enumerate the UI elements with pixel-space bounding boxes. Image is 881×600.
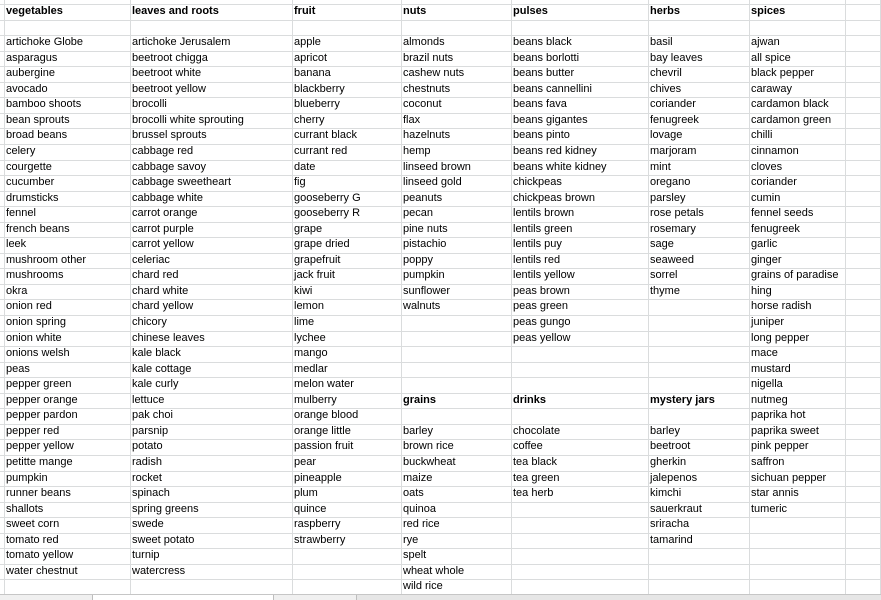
data-cell[interactable]: beans pinto bbox=[513, 129, 570, 142]
data-cell[interactable]: grains of paradise bbox=[751, 269, 839, 282]
data-cell[interactable]: cardamon black bbox=[751, 98, 829, 111]
data-cell[interactable]: seaweed bbox=[650, 253, 695, 266]
data-cell[interactable]: currant black bbox=[294, 129, 357, 142]
data-cell[interactable]: shallots bbox=[6, 502, 44, 515]
data-cell[interactable]: leek bbox=[6, 238, 27, 251]
data-cell[interactable]: beetroot yellow bbox=[132, 82, 206, 95]
data-cell[interactable]: pecan bbox=[403, 207, 433, 220]
sheet-tab-area[interactable] bbox=[92, 595, 274, 600]
data-cell[interactable]: brown rice bbox=[403, 440, 454, 453]
data-cell[interactable]: cumin bbox=[751, 191, 781, 204]
data-cell[interactable]: wheat whole bbox=[403, 564, 465, 577]
data-cell[interactable]: lychee bbox=[294, 331, 326, 344]
data-cell[interactable]: sauerkraut bbox=[650, 502, 702, 515]
data-cell[interactable]: barley bbox=[403, 424, 433, 437]
data-cell[interactable]: onion white bbox=[6, 331, 62, 344]
data-cell[interactable]: fig bbox=[294, 176, 306, 189]
data-cell[interactable]: kale curly bbox=[132, 378, 179, 391]
data-cell[interactable]: jack fruit bbox=[294, 269, 335, 282]
data-cell[interactable]: red rice bbox=[403, 518, 440, 531]
data-cell[interactable]: saffron bbox=[751, 455, 785, 468]
data-cell[interactable]: marjoram bbox=[650, 144, 697, 157]
data-cell[interactable]: parsnip bbox=[132, 424, 169, 437]
data-cell[interactable]: cinnamon bbox=[751, 144, 799, 157]
column-header-cell[interactable]: grains bbox=[403, 393, 437, 406]
data-cell[interactable]: peas green bbox=[513, 300, 569, 313]
data-cell[interactable]: fenugreek bbox=[650, 113, 699, 126]
data-cell[interactable]: artichoke Globe bbox=[6, 36, 84, 49]
data-cell[interactable]: grape dried bbox=[294, 238, 350, 251]
data-cell[interactable]: tea herb bbox=[513, 487, 554, 500]
column-header-cell[interactable]: leaves and roots bbox=[132, 5, 219, 17]
data-cell[interactable]: cabbage sweetheart bbox=[132, 176, 232, 189]
data-cell[interactable]: french beans bbox=[6, 222, 70, 235]
data-cell[interactable]: beans cannellini bbox=[513, 82, 592, 95]
data-cell[interactable]: linseed brown bbox=[403, 160, 471, 173]
data-cell[interactable]: kale black bbox=[132, 347, 181, 360]
data-cell[interactable]: spelt bbox=[403, 549, 427, 562]
data-cell[interactable]: mint bbox=[650, 160, 671, 173]
grid-row-line bbox=[0, 20, 881, 21]
sheet-tab-bar bbox=[0, 594, 881, 600]
data-cell[interactable]: beetroot chigga bbox=[132, 51, 208, 64]
data-cell[interactable]: thyme bbox=[650, 284, 680, 297]
data-cell[interactable]: runner beans bbox=[6, 487, 71, 500]
data-cell[interactable]: juniper bbox=[751, 316, 785, 328]
column-header-cell[interactable]: fruit bbox=[294, 5, 316, 17]
data-cell[interactable]: blackberry bbox=[294, 82, 345, 95]
data-cell[interactable]: hazelnuts bbox=[403, 129, 451, 142]
data-cell[interactable]: brocolli white sprouting bbox=[132, 113, 244, 126]
data-cell[interactable]: garlic bbox=[751, 238, 778, 251]
data-cell[interactable]: kimchi bbox=[650, 487, 682, 500]
data-cell[interactable]: coffee bbox=[513, 440, 543, 453]
data-cell[interactable]: cardamon green bbox=[751, 113, 832, 126]
data-cell[interactable]: blueberry bbox=[294, 98, 340, 111]
data-cell[interactable]: wild rice bbox=[403, 580, 443, 593]
data-cell[interactable]: lentils puy bbox=[513, 238, 562, 251]
data-cell[interactable]: oats bbox=[403, 487, 424, 500]
data-cell[interactable]: celery bbox=[6, 144, 36, 157]
data-cell[interactable]: date bbox=[294, 160, 316, 173]
data-cell[interactable]: lentils brown bbox=[513, 207, 575, 220]
data-cell[interactable]: pepper yellow bbox=[6, 440, 74, 453]
data-cell[interactable]: gooseberry G bbox=[294, 191, 361, 204]
data-cell[interactable]: broad beans bbox=[6, 129, 68, 142]
data-cell[interactable]: gherkin bbox=[650, 455, 687, 468]
data-cell[interactable]: basil bbox=[650, 36, 673, 49]
data-cell[interactable]: tomato yellow bbox=[6, 549, 74, 562]
data-cell[interactable]: sriracha bbox=[650, 518, 690, 531]
data-cell[interactable]: long pepper bbox=[751, 331, 810, 344]
data-cell[interactable]: peas brown bbox=[513, 284, 570, 297]
data-cell[interactable]: black pepper bbox=[751, 67, 814, 80]
data-cell[interactable]: mushrooms bbox=[6, 269, 64, 282]
column-header-cell[interactable]: nuts bbox=[403, 5, 427, 17]
data-cell[interactable]: sichuan pepper bbox=[751, 471, 827, 484]
column-header-cell[interactable]: mystery jars bbox=[650, 393, 715, 406]
data-cell[interactable]: aubergine bbox=[6, 67, 55, 80]
data-cell[interactable]: lentils green bbox=[513, 222, 573, 235]
data-cell[interactable]: melon water bbox=[294, 378, 354, 391]
data-cell[interactable]: peas gungo bbox=[513, 316, 571, 328]
data-cell[interactable]: cucumber bbox=[6, 176, 55, 189]
data-cell[interactable]: pumpkin bbox=[403, 269, 445, 282]
data-cell[interactable]: quinoa bbox=[403, 502, 437, 515]
data-cell[interactable]: pepper pardon bbox=[6, 409, 78, 422]
data-cell[interactable]: brussel sprouts bbox=[132, 129, 207, 142]
data-cell[interactable]: okra bbox=[6, 284, 28, 297]
data-cell[interactable]: chard yellow bbox=[132, 300, 194, 313]
data-cell[interactable]: mushroom other bbox=[6, 253, 87, 266]
data-cell[interactable]: chard white bbox=[132, 284, 189, 297]
data-cell[interactable]: water chestnut bbox=[6, 564, 78, 577]
grid-column-line bbox=[845, 0, 846, 594]
data-cell[interactable]: sage bbox=[650, 238, 674, 251]
data-cell[interactable]: beetroot white bbox=[132, 67, 202, 80]
data-cell[interactable]: swede bbox=[132, 518, 164, 531]
data-cell[interactable]: orange little bbox=[294, 424, 351, 437]
data-cell[interactable]: pepper green bbox=[6, 378, 72, 391]
data-cell[interactable]: peas bbox=[6, 362, 30, 375]
data-cell[interactable]: cabbage savoy bbox=[132, 160, 206, 173]
data-cell[interactable]: cabbage white bbox=[132, 191, 203, 204]
data-cell[interactable]: beans borlotti bbox=[513, 51, 580, 64]
data-cell[interactable]: almonds bbox=[403, 36, 445, 49]
data-cell[interactable]: chicory bbox=[132, 316, 167, 328]
data-cell[interactable]: chocolate bbox=[513, 424, 561, 437]
data-cell[interactable]: maize bbox=[403, 471, 433, 484]
data-cell[interactable]: fennel seeds bbox=[751, 207, 814, 220]
data-cell[interactable]: chard red bbox=[132, 269, 179, 282]
data-cell[interactable]: paprika sweet bbox=[751, 424, 819, 437]
data-cell[interactable]: carrot purple bbox=[132, 222, 194, 235]
data-cell[interactable]: star annis bbox=[751, 487, 799, 500]
data-cell[interactable]: nigella bbox=[751, 378, 783, 391]
data-cell[interactable]: artichoke Jerusalem bbox=[132, 36, 231, 49]
data-cell[interactable]: plum bbox=[294, 487, 318, 500]
data-cell[interactable]: all spice bbox=[751, 51, 791, 64]
column-header-cell[interactable]: drinks bbox=[513, 393, 547, 406]
column-header-cell[interactable]: pulses bbox=[513, 5, 548, 17]
data-cell[interactable]: pear bbox=[294, 455, 317, 468]
data-cell[interactable]: walnuts bbox=[403, 300, 441, 313]
data-cell[interactable]: chickpeas brown bbox=[513, 191, 595, 204]
data-cell[interactable]: potato bbox=[132, 440, 163, 453]
data-cell[interactable]: chinese leaves bbox=[132, 331, 205, 344]
data-cell[interactable]: apricot bbox=[294, 51, 328, 64]
data-cell[interactable]: mace bbox=[751, 347, 778, 360]
data-cell[interactable]: flax bbox=[403, 113, 421, 126]
data-cell[interactable]: chevril bbox=[650, 67, 682, 80]
data-cell[interactable]: brazil nuts bbox=[403, 51, 454, 64]
data-cell[interactable]: pistachio bbox=[403, 238, 447, 251]
data-cell[interactable]: tumeric bbox=[751, 502, 788, 515]
data-cell[interactable]: pak choi bbox=[132, 409, 173, 422]
data-cell[interactable]: beans black bbox=[513, 36, 572, 49]
data-cell[interactable]: linseed gold bbox=[403, 176, 462, 189]
data-cell[interactable]: bay leaves bbox=[650, 51, 703, 64]
data-cell[interactable]: rocket bbox=[132, 471, 162, 484]
data-cell[interactable]: beetroot bbox=[650, 440, 691, 453]
data-cell[interactable]: hing bbox=[751, 284, 772, 297]
data-cell[interactable]: oregano bbox=[650, 176, 691, 189]
data-cell[interactable]: lettuce bbox=[132, 393, 165, 406]
data-cell[interactable]: carrot yellow bbox=[132, 238, 194, 251]
data-cell[interactable]: courgette bbox=[6, 160, 52, 173]
data-cell[interactable]: cloves bbox=[751, 160, 783, 173]
data-cell[interactable]: fenugreek bbox=[751, 222, 800, 235]
data-cell[interactable]: rye bbox=[403, 533, 419, 546]
horizontal-scrollbar[interactable] bbox=[356, 595, 881, 600]
data-cell[interactable]: asparagus bbox=[6, 51, 58, 64]
data-cell[interactable]: pumpkin bbox=[6, 471, 48, 484]
data-cell[interactable]: spring greens bbox=[132, 502, 199, 515]
data-cell[interactable]: grape bbox=[294, 222, 323, 235]
data-cell[interactable]: lime bbox=[294, 316, 315, 328]
data-cell[interactable]: pine nuts bbox=[403, 222, 448, 235]
data-cell[interactable]: lentils yellow bbox=[513, 269, 575, 282]
data-cell[interactable]: lemon bbox=[294, 300, 324, 313]
data-cell[interactable]: strawberry bbox=[294, 533, 346, 546]
data-cell[interactable]: mustard bbox=[751, 362, 791, 375]
data-cell[interactable]: peanuts bbox=[403, 191, 443, 204]
data-cell[interactable]: drumsticks bbox=[6, 191, 59, 204]
data-cell[interactable]: fennel bbox=[6, 207, 36, 220]
data-cell[interactable]: raspberry bbox=[294, 518, 341, 531]
data-cell[interactable]: kiwi bbox=[294, 284, 313, 297]
data-cell[interactable]: parsley bbox=[650, 191, 686, 204]
data-cell[interactable]: sweet potato bbox=[132, 533, 195, 546]
data-cell[interactable]: hemp bbox=[403, 144, 431, 157]
data-cell[interactable]: bamboo shoots bbox=[6, 98, 82, 111]
data-cell[interactable]: caraway bbox=[751, 82, 792, 95]
data-cell[interactable]: beans red kidney bbox=[513, 144, 597, 157]
data-cell[interactable]: grapefruit bbox=[294, 253, 341, 266]
data-cell[interactable]: mulberry bbox=[294, 393, 337, 406]
data-cell[interactable]: pineapple bbox=[294, 471, 342, 484]
data-cell[interactable]: pink pepper bbox=[751, 440, 809, 453]
data-cell[interactable]: kale cottage bbox=[132, 362, 192, 375]
data-cell[interactable]: chives bbox=[650, 82, 682, 95]
data-cell[interactable]: nutmeg bbox=[751, 393, 788, 406]
data-cell[interactable]: beans white kidney bbox=[513, 160, 607, 173]
data-cell[interactable]: tea green bbox=[513, 471, 560, 484]
column-header-cell[interactable]: herbs bbox=[650, 5, 680, 17]
data-cell[interactable]: carrot orange bbox=[132, 207, 198, 220]
data-cell[interactable]: onions welsh bbox=[6, 347, 70, 360]
data-cell[interactable]: orange blood bbox=[294, 409, 359, 422]
data-cell[interactable]: lovage bbox=[650, 129, 683, 142]
data-cell[interactable]: paprika hot bbox=[751, 409, 806, 422]
data-cell[interactable]: apple bbox=[294, 36, 321, 49]
data-cell[interactable]: onion spring bbox=[6, 316, 66, 328]
data-cell[interactable]: coriander bbox=[650, 98, 696, 111]
data-cell[interactable]: spinach bbox=[132, 487, 170, 500]
data-cell[interactable]: turnip bbox=[132, 549, 160, 562]
data-cell[interactable]: gooseberry R bbox=[294, 207, 361, 220]
data-cell[interactable]: tamarind bbox=[650, 533, 693, 546]
data-cell[interactable]: barley bbox=[650, 424, 680, 437]
data-cell[interactable]: brocolli bbox=[132, 98, 167, 111]
data-cell[interactable]: chilli bbox=[751, 129, 773, 142]
data-cell[interactable]: beans fava bbox=[513, 98, 567, 111]
column-header-cell[interactable]: vegetables bbox=[6, 5, 63, 17]
data-cell[interactable]: pepper red bbox=[6, 424, 60, 437]
data-cell[interactable]: buckwheat bbox=[403, 455, 456, 468]
data-cell[interactable]: tomato red bbox=[6, 533, 59, 546]
data-cell[interactable]: mango bbox=[294, 347, 328, 360]
data-cell[interactable]: jalepenos bbox=[650, 471, 698, 484]
data-cell[interactable]: passion fruit bbox=[294, 440, 354, 453]
data-cell[interactable]: coconut bbox=[403, 98, 442, 111]
data-cell[interactable]: celeriac bbox=[132, 253, 170, 266]
data-cell[interactable]: bean sprouts bbox=[6, 113, 70, 126]
data-cell[interactable]: ajwan bbox=[751, 36, 780, 49]
data-cell[interactable]: banana bbox=[294, 67, 331, 80]
data-cell[interactable]: peas yellow bbox=[513, 331, 571, 344]
data-cell[interactable]: cabbage red bbox=[132, 144, 194, 157]
column-header-cell[interactable]: spices bbox=[751, 5, 786, 17]
data-cell[interactable]: coriander bbox=[751, 176, 797, 189]
data-cell[interactable]: radish bbox=[132, 455, 162, 468]
data-cell[interactable]: rosemary bbox=[650, 222, 696, 235]
data-cell[interactable]: pepper orange bbox=[6, 393, 78, 406]
data-cell[interactable]: horse radish bbox=[751, 300, 812, 313]
data-cell[interactable]: sunflower bbox=[403, 284, 451, 297]
data-cell[interactable]: lentils red bbox=[513, 253, 561, 266]
data-cell[interactable]: beans butter bbox=[513, 67, 575, 80]
data-cell[interactable]: avocado bbox=[6, 82, 48, 95]
data-cell[interactable]: poppy bbox=[403, 253, 433, 266]
data-cell[interactable]: chickpeas bbox=[513, 176, 562, 189]
data-cell[interactable]: cherry bbox=[294, 113, 325, 126]
data-cell[interactable]: watercress bbox=[132, 564, 186, 577]
data-cell[interactable]: petitte mange bbox=[6, 455, 73, 468]
data-cell[interactable]: tea black bbox=[513, 455, 558, 468]
data-cell[interactable]: beans gigantes bbox=[513, 113, 588, 126]
data-cell[interactable]: sorrel bbox=[650, 269, 678, 282]
data-cell[interactable]: onion red bbox=[6, 300, 52, 313]
data-cell[interactable]: quince bbox=[294, 502, 327, 515]
data-cell[interactable]: rose petals bbox=[650, 207, 704, 220]
data-cell[interactable]: sweet corn bbox=[6, 518, 60, 531]
data-cell[interactable]: ginger bbox=[751, 253, 782, 266]
data-cell[interactable]: medlar bbox=[294, 362, 328, 375]
data-cell[interactable]: chestnuts bbox=[403, 82, 451, 95]
data-cell[interactable]: currant red bbox=[294, 144, 348, 157]
data-cell[interactable]: cashew nuts bbox=[403, 67, 465, 80]
